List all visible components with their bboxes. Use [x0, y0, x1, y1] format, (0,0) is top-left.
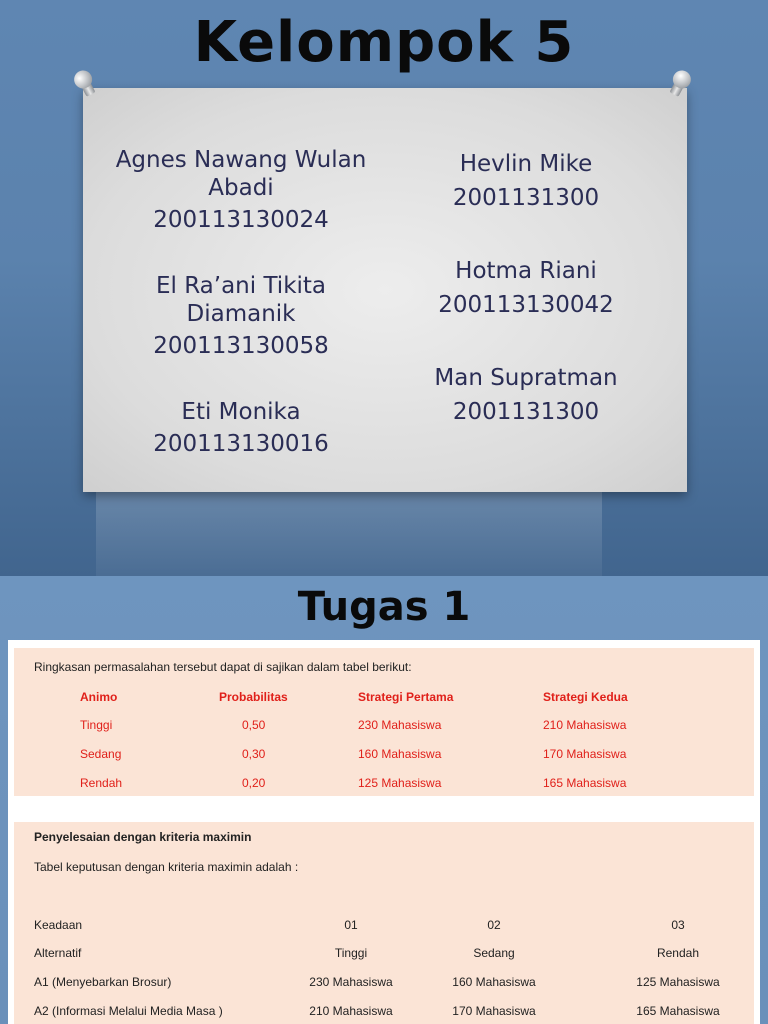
- member-name: Hevlin Mike: [459, 151, 593, 177]
- table-cell: Tinggi: [80, 718, 113, 732]
- member-entry: [396, 150, 656, 212]
- table-header: Rendah: [656, 946, 700, 960]
- row-label: Keadaan: [34, 918, 83, 932]
- table-cell: 210 Mahasiswa: [309, 1004, 393, 1018]
- member-entry: [96, 146, 386, 234]
- section-heading: Penyelesaian dengan kriteria maximin: [34, 830, 252, 844]
- table-header: 01: [344, 918, 358, 932]
- member-nim: 200113130058: [153, 333, 329, 359]
- table-cell: 230 Mahasiswa: [309, 975, 393, 989]
- table-cell: Rendah: [80, 776, 123, 790]
- table-header: Strategi Kedua: [543, 690, 628, 704]
- table-header: Probabilitas: [219, 690, 288, 704]
- document-image: [8, 640, 760, 1024]
- member-name-cont: Diamanik: [186, 301, 296, 327]
- member-name-cont: Abadi: [208, 175, 274, 201]
- table-cell: 125 Mahasiswa: [358, 776, 442, 790]
- table-cell: Sedang: [80, 747, 122, 761]
- member-nim: 200113130016: [153, 431, 329, 457]
- row-label: Alternatif: [34, 946, 82, 960]
- summary-panel: [14, 648, 754, 796]
- member-entry: [96, 398, 386, 458]
- table-header: Sedang: [473, 946, 515, 960]
- table-header: Tinggi: [334, 946, 368, 960]
- table-cell: 210 Mahasiswa: [543, 718, 627, 732]
- slide-title: Kelompok 5: [193, 10, 575, 75]
- table-header: 03: [671, 918, 685, 932]
- table-cell: 160 Mahasiswa: [452, 975, 536, 989]
- table-cell: A1 (Menyebarkan Brosur): [34, 975, 172, 989]
- table-cell: 170 Mahasiswa: [543, 747, 627, 761]
- table-cell: 0,30: [242, 747, 266, 761]
- intro-text: Ringkasan permasalahan tersebut dapat di sajikan dalam tabel berikut:: [34, 660, 412, 674]
- member-name: Man Supratman: [434, 365, 618, 391]
- table-cell: 165 Mahasiswa: [636, 1004, 720, 1018]
- table-cell: 170 Mahasiswa: [452, 1004, 536, 1018]
- solution-panel: [14, 822, 754, 1024]
- table-cell: 0,50: [242, 718, 266, 732]
- member-entry: [96, 272, 386, 360]
- table-header: Strategi Pertama: [358, 690, 454, 704]
- table-cell: 0,20: [242, 776, 266, 790]
- table-cell: 230 Mahasiswa: [358, 718, 442, 732]
- member-nim: 200113130042: [438, 292, 614, 318]
- section-text: Tabel keputusan dengan kriteria maximin adalah :: [34, 860, 299, 874]
- member-nim: 2001131300: [452, 399, 600, 425]
- slide-tugas: [0, 576, 768, 1024]
- table-header: 02: [487, 918, 501, 932]
- member-name: El Ra’ani Tikita: [155, 273, 327, 299]
- shadow-beam: [96, 490, 602, 576]
- member-name: Hotma Riani: [455, 258, 597, 284]
- member-nim: 2001131300: [452, 185, 600, 211]
- table-cell: A2 (Informasi Melalui Media Masa ): [34, 1004, 223, 1018]
- member-entry: [396, 257, 656, 319]
- table-cell: 160 Mahasiswa: [358, 747, 442, 761]
- member-name: Agnes Nawang Wulan: [115, 147, 367, 173]
- member-entry: [396, 364, 656, 426]
- table-cell: 125 Mahasiswa: [636, 975, 720, 989]
- member-nim: 200113130024: [153, 207, 329, 233]
- slide-title: Tugas 1: [297, 584, 471, 630]
- table-header: Animo: [80, 690, 118, 704]
- member-name: Eti Monika: [181, 399, 301, 425]
- table-cell: 165 Mahasiswa: [543, 776, 627, 790]
